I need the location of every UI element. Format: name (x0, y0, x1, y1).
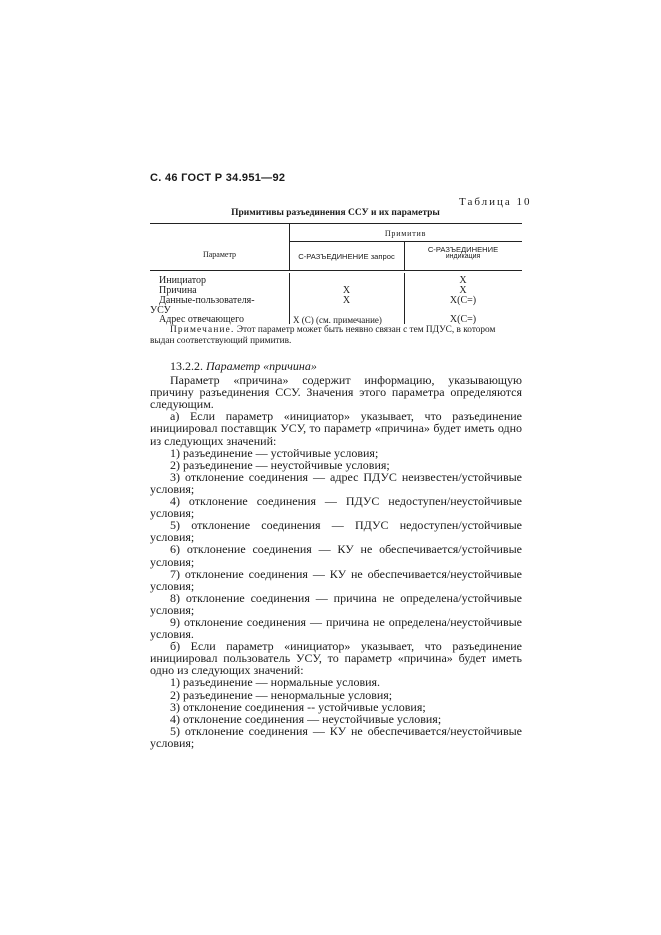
table-header-primitive: Примитив (384, 229, 427, 238)
table-row-2-ind: X (459, 285, 467, 296)
list-item: 3) отклонение соединения — адрес ПДУС неизвестен/устойчивые условия; (150, 469, 522, 496)
list-item: 2) разъединение — ненормальные условия; (170, 687, 393, 702)
list-item: 3) отклонение соединения -- устойчивые условия; (170, 699, 426, 714)
list-item: 1) разъединение — нормальные условия. (170, 675, 381, 690)
table-row-1-param: Инициатор (159, 275, 207, 286)
list-item: 4) отклонение соединения — неустойчивые условия; (170, 711, 442, 726)
table-note (150, 325, 522, 347)
table-row-4-param: УСУ (150, 305, 171, 316)
table-row-2-req: X (342, 285, 351, 296)
table-top-rule (150, 223, 522, 224)
table-header-parameter: Параметр (202, 250, 237, 259)
table-title: Примитивы разъединения ССУ и их параметры (231, 208, 440, 218)
list-item: 6) отклонение соединения — КУ не обеспечивается/устойчивые условия; (150, 542, 522, 569)
paragraph: Параметр «причина» содержит информацию, указывающую причину разъединения ССУ. Значения этого параметра определяются следующим. (150, 373, 522, 412)
paragraph: а) Если параметр «инициатор» указывает, что разъединение инициировал поставщик УСУ, то параметр «причина» будет иметь одно из следующих значений: (150, 409, 522, 448)
list-item: 2) разъединение — неустойчивые условия; (170, 457, 390, 472)
list-item: 7) отклонение соединения — КУ не обеспечивается/неустойчивые условия; (150, 566, 522, 593)
table-row-1-ind: X (459, 275, 467, 286)
section-title: Параметр «причина» (206, 359, 317, 373)
table-header-indication-2: индикация (445, 253, 481, 260)
table-row-2-param: Причина (159, 285, 197, 296)
note-text: Этот параметр может быть неявно связан с тем ПДУС, в котором выдан соответствующий примитив. (150, 325, 496, 346)
body-text (150, 360, 522, 749)
list-item: 9) отклонение соединения — причина не определена/неустойчивые условия. (150, 614, 522, 642)
table-row-5-param: Адрес отвечающего (159, 314, 244, 325)
page-header: С. 46 ГОСТ Р 34.951—92 (150, 172, 286, 184)
section-number: 13.2.2. (170, 359, 203, 373)
table-number: Таблица 10 (459, 196, 532, 208)
list-item: 4) отклонение соединения — ПДУС недоступен/неустойчивые условия; (150, 494, 522, 521)
section-heading (150, 360, 522, 372)
list-item: 5) отклонение соединения — КУ не обеспечивается/неустойчивые условия; (150, 723, 522, 750)
table-header-request: С-РАЗЪЕДИНЕНИЕ запрос (298, 252, 395, 261)
table-row-5-ind: X(C=) (449, 314, 477, 325)
table-row-3-req: X (342, 295, 351, 306)
note-label: Примечание. (170, 325, 235, 335)
table-row-5-req: X (C) (см. примечание) (293, 315, 382, 325)
list-item: 8) отклонение соединения — причина не определена/устойчивые условия; (150, 590, 522, 617)
table-row-3-param: Данные-пользователя- (159, 295, 255, 306)
paragraph: б) Если параметр «инициатор» указывает, что разъединение инициировал пользователь УСУ, то параметр «причина» будет иметь одно из следующих значений: (150, 639, 522, 678)
list-item: 5) отклонение соединения — ПДУС недоступен/устойчивые условия; (150, 518, 522, 545)
list-item: 1) разъединение — устойчивые условия; (170, 445, 379, 460)
table-row-3-ind: X(C=) (449, 295, 477, 306)
table-subheader-rule (289, 241, 522, 242)
table-header-indication-1: С-РАЗЪЕДИНЕНИЕ (427, 245, 499, 254)
table-header-rule (150, 270, 522, 271)
